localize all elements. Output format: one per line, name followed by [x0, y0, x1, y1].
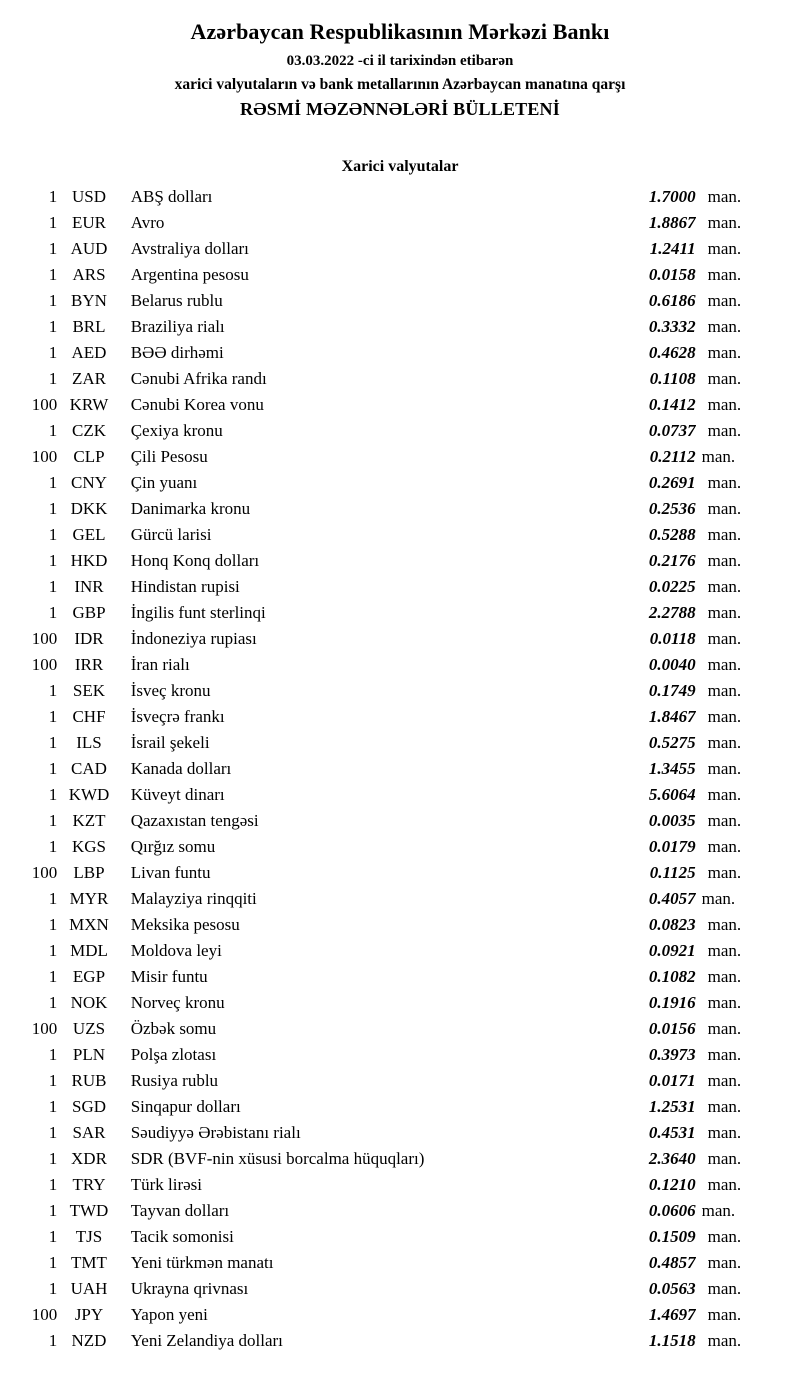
- currency-amount: 100: [31, 446, 58, 466]
- table-row: [0, 548, 800, 574]
- currency-name: İngilis funt sterlinqi: [130, 602, 266, 622]
- currency-amount: 100: [31, 1304, 58, 1324]
- currency-rate: 0.0158: [648, 264, 696, 284]
- currency-code: KWD: [68, 784, 110, 804]
- currency-name: Tayvan dolları: [130, 1200, 230, 1220]
- currency-rate: 0.0035: [648, 810, 696, 830]
- bank-title: Azərbaycan Respublikasının Mərkəzi Bankı: [190, 19, 610, 44]
- effective-date-line: 03.03.2022 -ci il tarixindən etibarən: [286, 52, 514, 69]
- currency-code: EGP: [72, 966, 106, 986]
- currency-rate: 0.0179: [648, 836, 696, 856]
- currency-rate: 0.5288: [648, 524, 696, 544]
- currency-code: CHF: [72, 706, 106, 726]
- currency-name: Yapon yeni: [130, 1304, 208, 1324]
- currency-rate: 1.2411: [649, 238, 696, 258]
- currency-unit: man.: [707, 576, 742, 596]
- currency-rate: 0.3973: [648, 1044, 696, 1064]
- currency-amount: 100: [31, 628, 58, 648]
- table-row: [0, 1042, 800, 1068]
- currency-name: Yeni türkmən manatı: [130, 1252, 274, 1272]
- currency-amount: 1: [48, 524, 58, 544]
- currency-amount: 1: [48, 1226, 58, 1246]
- currency-name: İndoneziya rupiası: [130, 628, 257, 648]
- currency-unit: man.: [707, 186, 742, 206]
- currency-amount: 100: [31, 1018, 58, 1038]
- table-row: [0, 210, 800, 236]
- table-row: [0, 392, 800, 418]
- currency-amount: 1: [48, 264, 58, 284]
- currency-unit: man.: [707, 394, 742, 414]
- currency-unit: man.: [707, 524, 742, 544]
- table-row: [0, 1068, 800, 1094]
- currency-name: Özbək somu: [130, 1018, 217, 1038]
- currency-code: KZT: [72, 810, 106, 830]
- currency-amount: 1: [48, 602, 58, 622]
- table-row: [0, 262, 800, 288]
- table-row: [0, 782, 800, 808]
- currency-code: DKK: [70, 498, 108, 518]
- currency-rate: 1.8467: [648, 706, 696, 726]
- currency-code: ZAR: [71, 368, 106, 388]
- currency-amount: 1: [48, 1252, 58, 1272]
- currency-rate: 0.2176: [648, 550, 696, 570]
- currency-rate: 0.0737: [648, 420, 696, 440]
- currency-rate: 0.2691: [648, 472, 696, 492]
- currency-code: XDR: [71, 1148, 107, 1168]
- currency-code: IDR: [74, 628, 104, 648]
- currency-rate: 0.0118: [649, 628, 696, 648]
- currency-code: UZS: [72, 1018, 106, 1038]
- table-row: [0, 730, 800, 756]
- table-row: [0, 288, 800, 314]
- currency-amount: 1: [48, 1148, 58, 1168]
- currency-rate: 0.1108: [649, 368, 696, 388]
- currency-rate: 0.1125: [649, 862, 696, 882]
- table-row: [0, 314, 800, 340]
- table-row: [0, 1094, 800, 1120]
- currency-name: Rusiya rublu: [130, 1070, 219, 1090]
- currency-rate: 0.0606: [648, 1200, 696, 1220]
- currency-unit: man.: [707, 1018, 742, 1038]
- currency-unit: man.: [707, 966, 742, 986]
- currency-code: JPY: [74, 1304, 104, 1324]
- currency-rate: 0.0171: [648, 1070, 696, 1090]
- currency-rate: 0.3332: [648, 316, 696, 336]
- currency-code: MXN: [69, 914, 109, 934]
- currency-amount: 1: [48, 992, 58, 1012]
- currency-rate: 0.0921: [648, 940, 696, 960]
- currency-amount: 1: [48, 472, 58, 492]
- currency-amount: 1: [48, 810, 58, 830]
- currency-unit: man.: [707, 1122, 742, 1142]
- currency-name: İsveç kronu: [130, 680, 211, 700]
- currency-name: SDR (BVF-nin xüsusi borcalma hüquqları): [130, 1148, 425, 1168]
- table-row: [0, 496, 800, 522]
- currency-amount: 1: [48, 784, 58, 804]
- currency-rate: 1.8867: [648, 212, 696, 232]
- currency-code: CNY: [71, 472, 107, 492]
- currency-amount: 1: [48, 420, 58, 440]
- currency-code: AED: [71, 342, 107, 362]
- currency-unit: man.: [701, 446, 736, 466]
- table-row: [0, 522, 800, 548]
- currency-unit: man.: [707, 498, 742, 518]
- currency-amount: 1: [48, 576, 58, 596]
- currency-name: Çin yuanı: [130, 472, 198, 492]
- currency-unit: man.: [707, 1174, 742, 1194]
- currency-amount: 1: [48, 212, 58, 232]
- currency-amount: 100: [31, 394, 58, 414]
- currency-code: NZD: [71, 1330, 107, 1350]
- currency-unit: man.: [707, 290, 742, 310]
- table-row: [0, 1250, 800, 1276]
- currency-code: KRW: [69, 394, 109, 414]
- currency-code: INR: [74, 576, 104, 596]
- currency-code: CLP: [73, 446, 105, 466]
- currency-rate: 5.6064: [648, 784, 696, 804]
- currency-rate: 0.1210: [648, 1174, 696, 1194]
- currency-name: Hindistan rupisi: [130, 576, 240, 596]
- currency-rate: 0.4531: [648, 1122, 696, 1142]
- currency-rate: 0.1749: [648, 680, 696, 700]
- currency-rate: 0.0225: [648, 576, 696, 596]
- currency-amount: 1: [48, 706, 58, 726]
- currency-name: ABŞ dolları: [130, 186, 213, 206]
- currency-code: AUD: [70, 238, 108, 258]
- currency-rate: 0.1509: [648, 1226, 696, 1246]
- currency-name: Cənubi Korea vonu: [130, 394, 264, 414]
- table-row: [0, 886, 800, 912]
- currency-amount: 1: [48, 1330, 58, 1350]
- table-row: [0, 366, 800, 392]
- bulletin-title: RƏSMİ MƏZƏNNƏLƏRİ BÜLLETENİ: [240, 98, 560, 119]
- currency-name: Türk lirəsi: [130, 1174, 202, 1194]
- currency-rate: 0.0823: [648, 914, 696, 934]
- currency-name: İsrail şekeli: [130, 732, 210, 752]
- currency-amount: 1: [48, 316, 58, 336]
- table-row: [0, 236, 800, 262]
- currency-unit: man.: [707, 914, 742, 934]
- table-row: [0, 834, 800, 860]
- currency-name: Ukrayna qrivnası: [130, 1278, 249, 1298]
- currency-unit: man.: [707, 940, 742, 960]
- currency-unit: man.: [707, 316, 742, 336]
- currency-amount: 1: [48, 238, 58, 258]
- currency-unit: man.: [707, 1070, 742, 1090]
- currency-rate: 0.4057: [648, 888, 696, 908]
- currency-rate: 0.0563: [648, 1278, 696, 1298]
- currency-code: NOK: [70, 992, 108, 1012]
- table-row: [0, 1276, 800, 1302]
- currency-code: CZK: [71, 420, 106, 440]
- currency-name: Malayziya rinqqiti: [130, 888, 257, 908]
- table-row: [0, 678, 800, 704]
- table-row: [0, 418, 800, 444]
- currency-code: SAR: [72, 1122, 106, 1142]
- currency-unit: man.: [707, 628, 742, 648]
- currency-unit: man.: [707, 368, 742, 388]
- currency-amount: 1: [48, 550, 58, 570]
- currency-unit: man.: [707, 680, 742, 700]
- currency-code: GEL: [72, 524, 106, 544]
- currency-code: TRY: [72, 1174, 106, 1194]
- currency-name: Avro: [130, 212, 165, 232]
- currency-unit: man.: [707, 472, 742, 492]
- currency-amount: 1: [48, 1200, 58, 1220]
- document-subtitle: xarici valyutaların və bank metallarının Azərbaycan manatına qarşı: [174, 75, 626, 93]
- currency-name: Livan funtu: [130, 862, 211, 882]
- currency-code: BYN: [71, 290, 107, 310]
- currency-unit: man.: [707, 1278, 742, 1298]
- table-row: [0, 1172, 800, 1198]
- currency-unit: man.: [707, 1252, 742, 1272]
- currency-rate: 0.5275: [648, 732, 696, 752]
- document-header: [0, 18, 800, 120]
- currency-rate: 2.2788: [648, 602, 696, 622]
- table-row: [0, 1120, 800, 1146]
- currency-amount: 1: [48, 680, 58, 700]
- currency-unit: man.: [707, 784, 742, 804]
- currency-amount: 1: [48, 1174, 58, 1194]
- table-row: [0, 912, 800, 938]
- currency-unit: man.: [707, 342, 742, 362]
- currency-rate: 1.4697: [648, 1304, 696, 1324]
- currency-unit: man.: [701, 888, 736, 908]
- table-row: [0, 470, 800, 496]
- currency-rate: 1.7000: [648, 186, 696, 206]
- currency-unit: man.: [707, 810, 742, 830]
- table-row: [0, 1016, 800, 1042]
- table-row: [0, 1224, 800, 1250]
- currency-code: IRR: [74, 654, 104, 674]
- table-row: [0, 860, 800, 886]
- table-row: [0, 340, 800, 366]
- currency-code: GBP: [72, 602, 106, 622]
- table-row: [0, 652, 800, 678]
- table-row: [0, 808, 800, 834]
- currency-code: TWD: [69, 1200, 109, 1220]
- currency-name: Yeni Zelandiya dolları: [130, 1330, 283, 1350]
- currency-rate: 1.3455: [648, 758, 696, 778]
- currency-name: İran rialı: [130, 654, 190, 674]
- currency-code: ILS: [76, 732, 102, 752]
- currency-name: Qırğız somu: [130, 836, 216, 856]
- currency-unit: man.: [707, 212, 742, 232]
- currency-unit: man.: [707, 1304, 742, 1324]
- currency-rate: 0.4628: [648, 342, 696, 362]
- currency-rate: 1.2531: [648, 1096, 696, 1116]
- currency-code: RUB: [71, 1070, 107, 1090]
- currency-code: KGS: [71, 836, 106, 856]
- currency-name: Çili Pesosu: [130, 446, 208, 466]
- currency-name: Argentina pesosu: [130, 264, 249, 284]
- currency-unit: man.: [707, 706, 742, 726]
- currency-unit: man.: [707, 1330, 742, 1350]
- currency-amount: 1: [48, 342, 58, 362]
- currency-name: Belarus rublu: [130, 290, 223, 310]
- currency-name: Sinqapur dolları: [130, 1096, 241, 1116]
- table-row: [0, 444, 800, 470]
- currency-code: HKD: [70, 550, 108, 570]
- table-row: [0, 1302, 800, 1328]
- currency-code: USD: [71, 186, 106, 206]
- currency-unit: man.: [707, 992, 742, 1012]
- currency-amount: 1: [48, 836, 58, 856]
- currency-amount: 1: [48, 758, 58, 778]
- currency-name: Misir funtu: [130, 966, 208, 986]
- table-row: [0, 184, 800, 210]
- currency-unit: man.: [707, 758, 742, 778]
- currency-amount: 1: [48, 1070, 58, 1090]
- table-row: [0, 1146, 800, 1172]
- currency-name: İsveçrə frankı: [130, 706, 225, 726]
- currency-unit: man.: [707, 1096, 742, 1116]
- currency-unit: man.: [707, 654, 742, 674]
- currency-name: Danimarka kronu: [130, 498, 251, 518]
- currency-name: Norveç kronu: [130, 992, 225, 1012]
- currency-code: ARS: [72, 264, 106, 284]
- section-title-foreign-currencies: Xarici valyutalar: [341, 157, 459, 175]
- table-row: [0, 990, 800, 1016]
- currency-code: TMT: [71, 1252, 107, 1272]
- table-row: [0, 600, 800, 626]
- currency-name: Braziliya rialı: [130, 316, 225, 336]
- currency-code: MDL: [70, 940, 108, 960]
- currency-rate: 0.1916: [648, 992, 696, 1012]
- currency-unit: man.: [707, 1044, 742, 1064]
- currency-rate: 0.4857: [648, 1252, 696, 1272]
- currency-unit: man.: [707, 836, 742, 856]
- currency-rate: 0.2536: [648, 498, 696, 518]
- currency-rate: 0.0156: [648, 1018, 696, 1038]
- currency-amount: 1: [48, 368, 58, 388]
- currency-amount: 1: [48, 940, 58, 960]
- currency-rate: 0.1082: [648, 966, 696, 986]
- currency-amount: 1: [48, 1278, 58, 1298]
- currency-code: SGD: [71, 1096, 106, 1116]
- currency-amount: 1: [48, 732, 58, 752]
- currency-amount: 1: [48, 1122, 58, 1142]
- currency-name: Meksika pesosu: [130, 914, 240, 934]
- currency-code: PLN: [72, 1044, 106, 1064]
- currency-name: Polşa zlotası: [130, 1044, 217, 1064]
- currency-name: Tacik somonisi: [130, 1226, 234, 1246]
- currency-unit: man.: [707, 1148, 742, 1168]
- currency-amount: 1: [48, 914, 58, 934]
- currency-rate: 2.3640: [648, 1148, 696, 1168]
- currency-amount: 1: [48, 1096, 58, 1116]
- currency-unit: man.: [707, 420, 742, 440]
- currency-rate: 1.1518: [648, 1330, 696, 1350]
- currency-name: Gürcü larisi: [130, 524, 212, 544]
- currency-name: BƏƏ dirhəmi: [130, 342, 224, 362]
- currency-code: LBP: [73, 862, 105, 882]
- currency-unit: man.: [707, 238, 742, 258]
- table-row: [0, 756, 800, 782]
- currency-amount: 100: [31, 862, 58, 882]
- currency-unit: man.: [707, 550, 742, 570]
- table-row: [0, 1328, 800, 1354]
- currency-rate: 0.6186: [648, 290, 696, 310]
- currency-amount: 1: [48, 498, 58, 518]
- currency-name: Moldova leyi: [130, 940, 222, 960]
- currency-code: BRL: [72, 316, 106, 336]
- currency-name: Honq Konq dolları: [130, 550, 260, 570]
- currency-name: Qazaxıstan tengəsi: [130, 810, 259, 830]
- currency-name: Səudiyyə Ərəbistanı rialı: [130, 1122, 301, 1142]
- currency-rate: 0.1412: [648, 394, 696, 414]
- currency-name: Kanada dolları: [130, 758, 232, 778]
- currency-code: MYR: [69, 888, 109, 908]
- currency-rate: 0.2112: [649, 446, 696, 466]
- currency-rate: 0.0040: [648, 654, 696, 674]
- currency-name: Cənubi Afrika randı: [130, 368, 267, 388]
- currency-unit: man.: [707, 732, 742, 752]
- currency-unit: man.: [701, 1200, 736, 1220]
- currency-amount: 1: [48, 1044, 58, 1064]
- currency-rates-table: [0, 184, 800, 1354]
- currency-code: SEK: [72, 680, 106, 700]
- table-row: [0, 704, 800, 730]
- currency-code: TJS: [75, 1226, 103, 1246]
- table-row: [0, 1198, 800, 1224]
- currency-amount: 1: [48, 186, 58, 206]
- currency-code: UAH: [70, 1278, 108, 1298]
- currency-code: EUR: [71, 212, 106, 232]
- currency-unit: man.: [707, 862, 742, 882]
- table-row: [0, 938, 800, 964]
- currency-amount: 100: [31, 654, 58, 674]
- currency-amount: 1: [48, 966, 58, 986]
- table-row: [0, 626, 800, 652]
- currency-unit: man.: [707, 602, 742, 622]
- table-row: [0, 574, 800, 600]
- table-row: [0, 964, 800, 990]
- currency-name: Avstraliya dolları: [130, 238, 249, 258]
- currency-unit: man.: [707, 264, 742, 284]
- currency-name: Çexiya kronu: [130, 420, 223, 440]
- currency-unit: man.: [707, 1226, 742, 1246]
- currency-code: CAD: [71, 758, 107, 778]
- currency-amount: 1: [48, 888, 58, 908]
- currency-amount: 1: [48, 290, 58, 310]
- currency-name: Küveyt dinarı: [130, 784, 225, 804]
